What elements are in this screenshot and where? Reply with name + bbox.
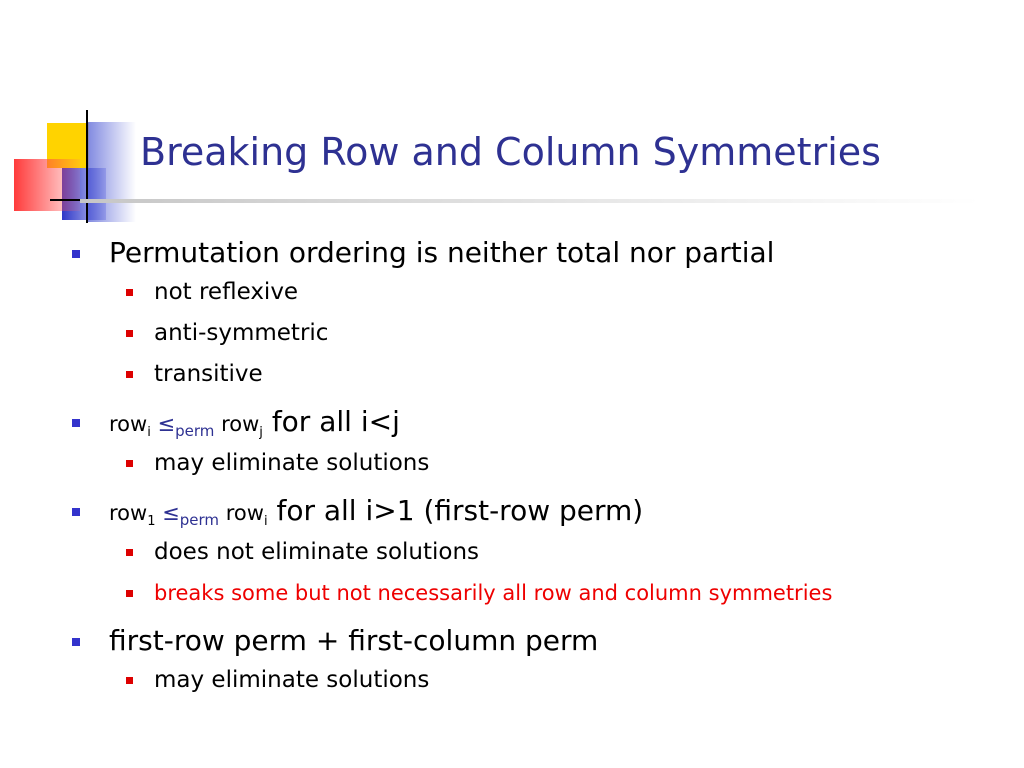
math-perm-subscript: perm	[179, 511, 220, 530]
sub-bullet-item	[72, 354, 972, 395]
bullet-item	[72, 494, 972, 614]
bullet-square-icon	[72, 250, 80, 258]
bullet-item	[72, 405, 972, 484]
sub-bullet-text: anti-symmetric	[154, 320, 329, 346]
sub-bullet-item	[72, 313, 972, 354]
sub-bullet-text: transitive	[154, 361, 263, 387]
bullet-item	[72, 624, 972, 701]
sub-bullet-item	[72, 532, 972, 573]
math-subscript: i	[263, 514, 268, 530]
bullet-square-icon	[72, 419, 80, 427]
math-leq-perm	[162, 501, 220, 530]
bullet-square-icon	[72, 508, 80, 516]
sub-bullet-list	[109, 532, 972, 614]
sub-bullet-square-icon	[126, 330, 133, 337]
bullet-text: first-row perm + first-column perm	[109, 624, 599, 657]
logo-red-square	[14, 159, 80, 211]
math-subscript: i	[147, 425, 151, 441]
math-expression	[109, 501, 268, 530]
math-row: row	[109, 501, 148, 525]
math-row: row	[221, 412, 260, 436]
math-subscript: j	[259, 425, 263, 441]
math-subscript: 1	[147, 514, 156, 530]
math-row: row	[109, 412, 148, 436]
sub-bullet-list	[109, 272, 972, 395]
bullet-text: for all i>1 (first-row perm)	[276, 494, 644, 527]
sub-bullet-text: does not eliminate solutions	[154, 539, 480, 565]
bullet-square-icon	[72, 638, 80, 646]
sub-bullet-square-icon	[126, 549, 133, 556]
bullet-item	[72, 236, 972, 395]
sub-bullet-list	[109, 443, 972, 484]
bullet-text: Permutation ordering is neither total nor partial	[109, 236, 775, 269]
title-underline	[80, 199, 980, 203]
bullet-text: for all i<j	[271, 405, 400, 438]
sub-bullet-square-icon	[126, 590, 133, 597]
sub-bullet-item-highlighted	[72, 573, 972, 614]
sub-bullet-list	[109, 660, 972, 701]
sub-bullet-text: may eliminate solutions	[154, 667, 430, 693]
sub-bullet-text: breaks some but not necessarily all row and column symmetries	[154, 581, 833, 605]
math-expression	[109, 412, 263, 441]
sub-bullet-square-icon	[126, 460, 133, 467]
math-row: row	[225, 501, 264, 525]
math-leq-symbol: ≤	[157, 412, 176, 436]
sub-bullet-item	[72, 660, 972, 701]
math-leq-perm	[157, 412, 215, 441]
sub-bullet-item	[72, 272, 972, 313]
math-leq-symbol: ≤	[162, 501, 180, 525]
sub-bullet-square-icon	[126, 371, 133, 378]
slide-title: Breaking Row and Column Symmetries	[140, 130, 881, 174]
sub-bullet-square-icon	[126, 289, 133, 296]
logo-vertical-line	[86, 110, 88, 223]
sub-bullet-text: not reflexive	[154, 279, 299, 305]
slide-logo-graphic	[0, 0, 150, 240]
math-perm-subscript: perm	[175, 422, 215, 441]
bullet-list	[72, 236, 972, 701]
sub-bullet-text: may eliminate solutions	[154, 450, 430, 476]
sub-bullet-square-icon	[126, 677, 133, 684]
sub-bullet-item	[72, 443, 972, 484]
